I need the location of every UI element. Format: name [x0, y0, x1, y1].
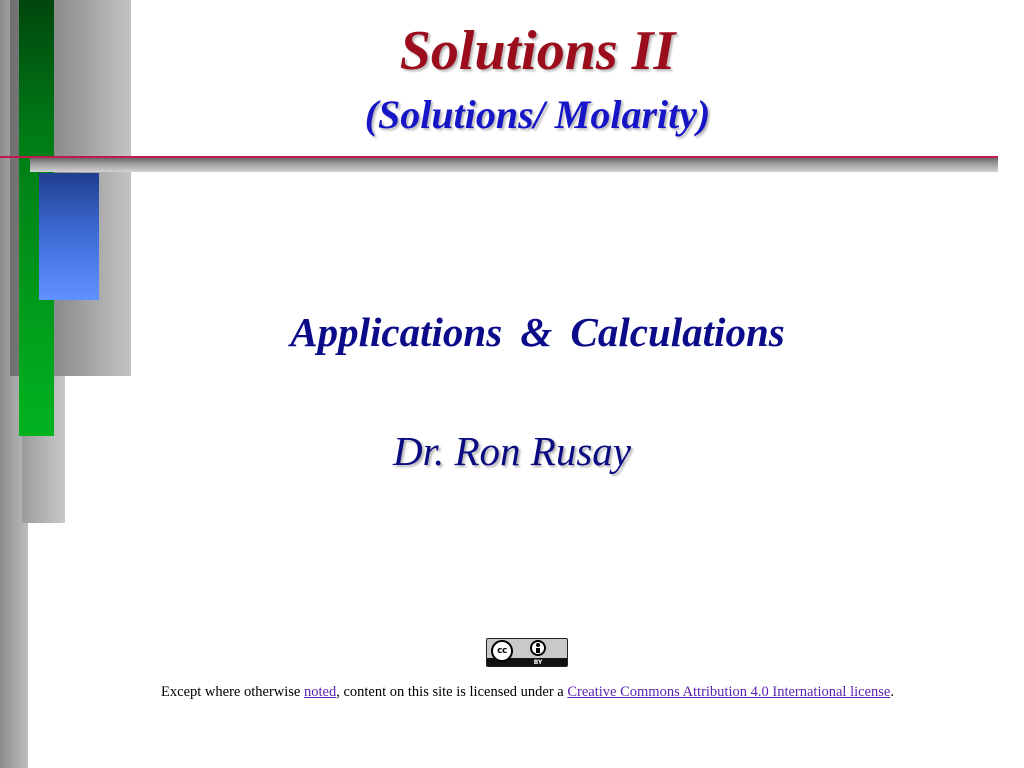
page-title: Solutions II — [399, 20, 676, 82]
license-notice — [0, 682, 1024, 702]
blue-decor-block — [39, 173, 99, 300]
license-text-end: . — [890, 684, 894, 700]
page-subtitle: (Solutions/ Molarity) — [364, 92, 711, 137]
creative-commons-by-icon[interactable] — [486, 638, 568, 667]
license-text-middle: , content on this site is licensed under a — [336, 684, 564, 700]
by-label: BY — [533, 659, 543, 666]
cc-logo-icon: cc — [491, 640, 513, 662]
topic-heading: Applications & Calculations — [290, 309, 785, 355]
license-link[interactable]: Creative Commons Attribution 4.0 International license — [567, 684, 891, 700]
author-name: Dr. Ron Rusay — [392, 428, 631, 474]
attribution-person-icon — [530, 640, 546, 656]
title-divider-gray — [30, 158, 998, 172]
license-text-start: Except where otherwise — [161, 684, 301, 700]
noted-link[interactable]: noted — [303, 684, 337, 700]
